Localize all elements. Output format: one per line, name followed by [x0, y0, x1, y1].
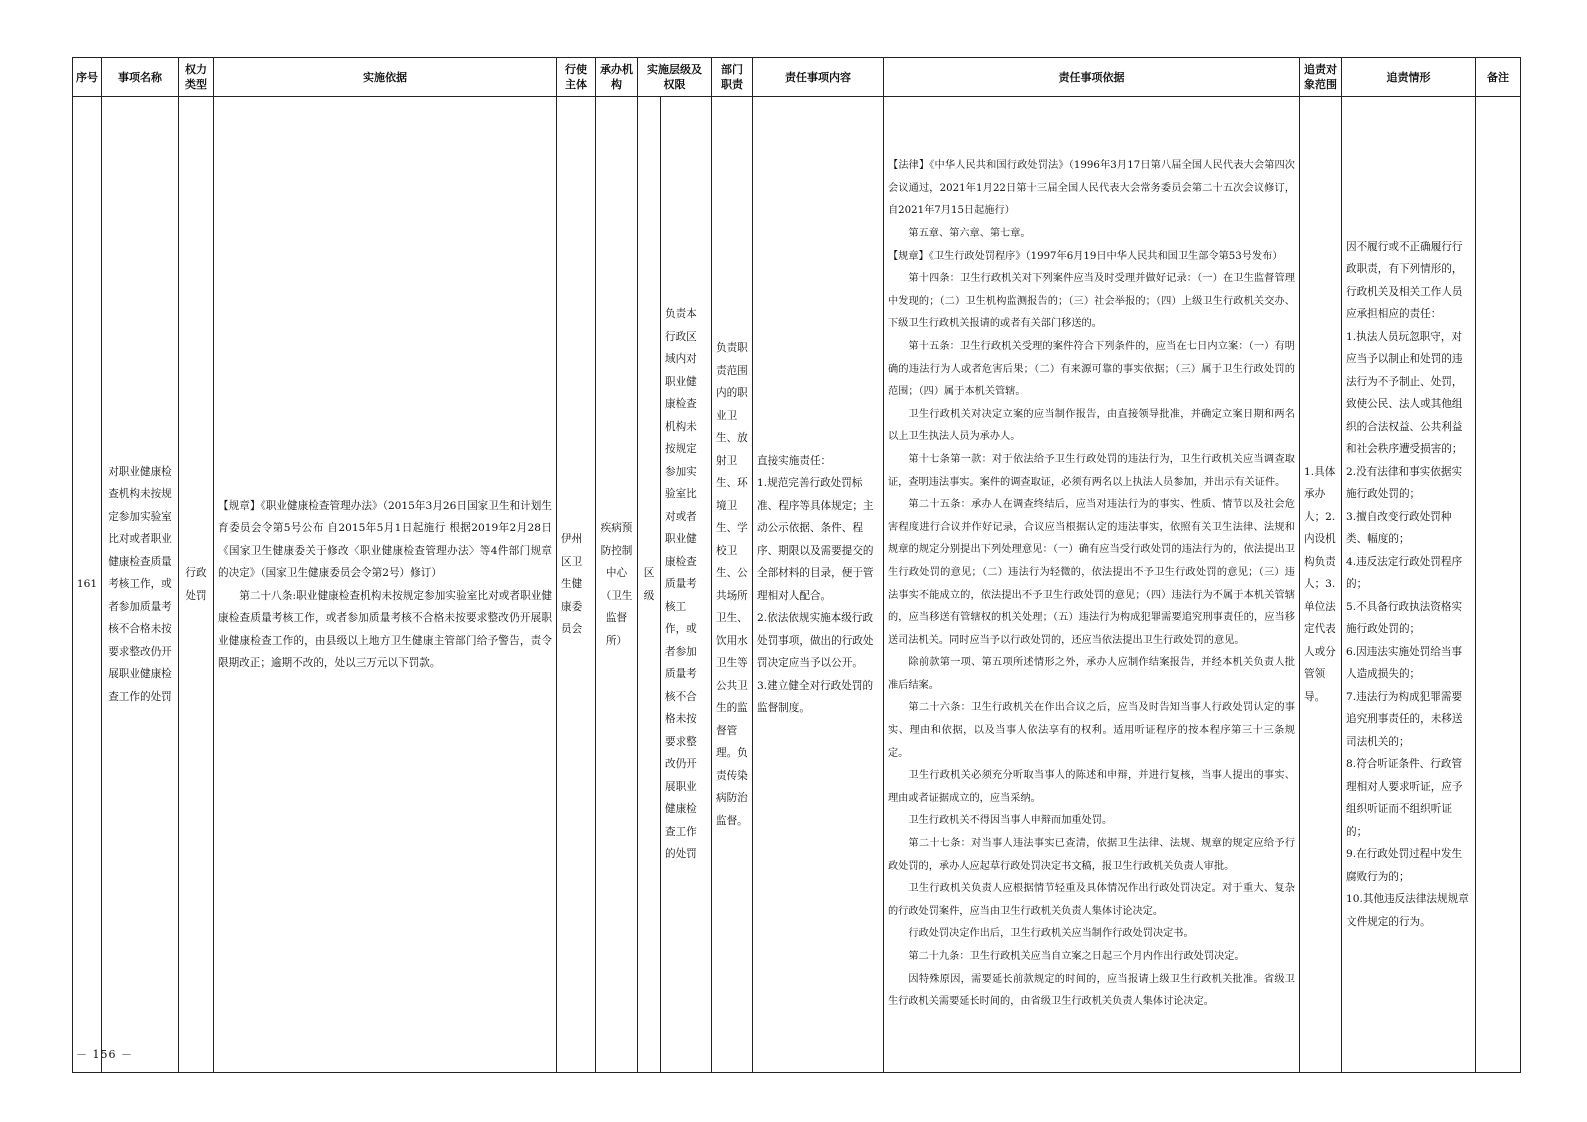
content-paragraph: 1.规范完善行政处罚标准、程序等具体规定；主动公示依据、条件、程序、期限以及需要提交的全部材料的目录，便于管理相对人配合。: [757, 477, 874, 602]
resp-basis-paragraph: 因特殊原因，需要延长前款规定的时间的，应当报请上级卫生行政机关批准。省级卫生行政机关需要延长时间的，由省级卫生行政机关负责人集体讨论决定。: [888, 973, 1295, 1008]
remark-cell: [1476, 97, 1521, 1073]
situation-paragraph: 10.其他违反法律法规规章文件规定的行为。: [1346, 893, 1469, 928]
header-org: 承办机构: [596, 58, 638, 97]
resp-basis-paragraph: 第五章、第六章、第七章。: [908, 228, 1031, 239]
situation-paragraph: 3.擅自改变行政处罚种类、幅度的；: [1346, 510, 1452, 546]
seq-cell: 161: [73, 97, 102, 1073]
header-scope: 追责对象范围: [1300, 58, 1342, 97]
resp-basis-paragraph: 行政处罚决定作出后，卫生行政机关应当制作行政处罚决定书。: [908, 928, 1194, 940]
content-cell: [753, 97, 884, 1073]
situation-paragraph: 9.在行政处罚过程中发生腐败行为的；: [1346, 848, 1463, 883]
header-basis: 实施依据: [214, 58, 557, 97]
resp-basis-paragraph: 除前款第一项、第五项所述情形之外，承办人应制作结案报告，并经本机关负责人批准后结案。: [888, 657, 1295, 691]
resp-basis-paragraph: 第十四条：卫生行政机关对下列案件应当及时受理并做好记录：（一）在卫生监督管理中发现的；（二）卫生机构监测报告的；（三）社会举报的；（四）上级卫生行政机关交办、下级卫生行政机关报请的或者有关部门移送的。: [888, 273, 1295, 330]
content-paragraph: 2.依法依规实施本级行政处罚事项，做出的行政处罚决定应当予以公开。: [757, 612, 874, 669]
situation-paragraph: 1.执法人员玩忽职守，对应当予以制止和处罚的违法行为不予制止、处罚，致使公民、法人或其他组织的合法权益、公共利益和社会秩序遭受损害的；: [1346, 330, 1463, 456]
header-seq: 序号: [73, 58, 102, 97]
situation-paragraph: 2.没有法律和事实依据实施行政处罚的；: [1346, 465, 1463, 501]
header-resp-basis: 责任事项依据: [884, 58, 1300, 97]
resp-basis-paragraph: 卫生行政机关负责人应根据情节轻重及具体情况作出行政处罚决定。对于重大、复杂的行政处罚案件，应当由卫生行政机关负责人集体讨论决定。: [888, 883, 1295, 917]
duty-cell: 负责职责范围内的职业卫生、放射卫生、环境卫生、学校卫生、公共场所卫生、饮用水卫生等公共卫生的监督管理。负责传染病防治监督。: [712, 97, 753, 1073]
header-type: 权力类型: [179, 58, 214, 97]
resp-basis-paragraph: 第二十五条：承办人在调查终结后，应当对违法行为的事实、性质、情节以及社会危害程度进行合议并作好记录，合议应当根据认定的违法事实，依照有关卫生法律、法规和规章的规定分别提出下列处理意见：（一）确有应当受行政处罚的违法行为的，依法提出卫生行政处罚的意见；（二）违法行为轻微的，依法提出不予卫生行政处罚的意见；（三）违法事实不能成立的，依法提出不予卫生行政处罚的意见；（四）违法行为不属于本机关管辖的，应当移送有管辖权的机关处理；（五）违法行为构成犯罪需要追究刑事责任的，应当移送司法机关。同时应当予以行政处罚的，还应当依法提出卫生行政处罚的意见。: [888, 499, 1295, 646]
item-name-cell: 对职业健康检查机构未按规定参加实验室比对或者职业健康检查质量考核工作，或者参加质量考核不合格未按要求整改仍开展职业健康检查工作的处罚: [102, 97, 179, 1073]
header-subject: 行使主体: [557, 58, 596, 97]
basis-paragraph: 第二十八条:职业健康检查机构未按规定参加实验室比对或者职业健康检查质量考核工作，或者参加质量考核不合格未按要求整改仍开展职业健康检查工作的，由县级以上地方卫生健康主管部门给予警告，责令限期改正；逾期不改的，处以三万元以下罚款。: [218, 589, 552, 669]
resp-basis-paragraph: 第十五条：卫生行政机关受理的案件符合下列条件的，应当在七日内立案：（一）有明确的违法行为人或者危害后果；（二）有来源可靠的事实依据；（三）属于卫生行政处罚的范围；（四）属于本机关管辖。: [888, 340, 1295, 398]
table-row: [73, 97, 1521, 1073]
basis-cell: [214, 97, 557, 1073]
resp-basis-paragraph: 卫生行政机关必须充分听取当事人的陈述和申辩，并进行复核，当事人提出的事实、理由或者证据成立的，应当采纳。: [888, 770, 1295, 804]
header-content: 责任事项内容: [753, 58, 884, 97]
header-situation: 追责情形: [1342, 58, 1476, 97]
resp-basis-paragraph: 【规章】《卫生行政处罚程序》（1997年6月19日中华人民共和国卫生部令第53号发布）: [888, 250, 1283, 262]
situation-paragraph: 7.违法行为构成犯罪需要追究刑事责任的，未移送司法机关的；: [1346, 690, 1463, 748]
header-duty: 部门职责: [712, 58, 753, 97]
situation-paragraph: 8.符合听证条件、行政管理相对人要求听证，应予组织听证而不组织听证的；: [1346, 758, 1463, 838]
situation-paragraph: 6.因违法实施处罚给当事人造成损失的；: [1346, 645, 1463, 681]
basis-paragraph: 【规章】《职业健康检查管理办法》（2015年3月26日国家卫生和计划生育委员会令第5号公布 自2015年5月1日起施行 根据2019年2月28日《国家卫生健康委关于修改〈职业健康检查管理办法〉等4件部门规章的决定》（国家卫生健康委员会令第2号）修订）: [218, 499, 552, 579]
resp-basis-paragraph: 第二十六条：卫生行政机关在作出合议之后，应当及时告知当事人行政处罚认定的事实、理由和依据，以及当事人依法享有的权利。适用听证程序的按本程序第三十三条规定。: [888, 702, 1295, 759]
power-type-cell: 行政处罚: [179, 97, 214, 1073]
header-level: 实施层级及权限: [638, 58, 712, 97]
level-cell: 区级: [638, 97, 661, 1073]
power-list-table: [72, 57, 1521, 1073]
situation-paragraph: 4.违反法定行政处罚程序的；: [1346, 555, 1463, 591]
resp-basis-paragraph: 【法律】《中华人民共和国行政处罚法》（1996年3月17日第八届全国人民代表大会第四次会议通过，2021年1月22日第十三届全国人民代表大会常务委员会第二十五次会议修订，自2021年7月15日起施行）: [888, 160, 1295, 217]
situation-paragraph: 因不履行或不正确履行行政职责，有下列情形的，行政机关及相关工作人员应承担相应的责任：: [1346, 240, 1463, 321]
resp-basis-paragraph: 第二十七条：对当事人违法事实已查清，依据卫生法律、法规、规章的规定应给予行政处罚的，承办人应起草行政处罚决定书文稿，报卫生行政机关负责人审批。: [888, 838, 1295, 872]
situation-cell: [1342, 97, 1476, 1073]
header-remark: 备注: [1476, 58, 1521, 97]
resp-basis-paragraph: 第二十九条：卫生行政机关应当自立案之日起三个月内作出行政处罚决定。: [908, 951, 1245, 962]
situation-paragraph: 5.不具备行政执法资格实施行政处罚的；: [1346, 600, 1463, 636]
header-row: [73, 58, 1521, 97]
content-paragraph: 直接实施责任：: [757, 454, 832, 467]
resp-basis-cell: [884, 97, 1300, 1073]
subject-cell: 伊州区卫生健康委员会: [557, 97, 596, 1073]
resp-basis-paragraph: 卫生行政机关对决定立案的应当制作报告，由直接领导批准，并确定立案日期和两名以上卫生执法人员为承办人。: [888, 408, 1295, 443]
authority-cell: 负责本行政区域内对职业健康检查机构未按规定参加实验室比对或者职业健康检查质量考核工作，或者参加质量考核不合格未按要求整改仍开展职业健康检查工作的处罚: [661, 97, 712, 1073]
org-cell: 疾病预防控制中心（卫生监督所）: [596, 97, 638, 1073]
scope-cell: 1.具体承办人；2.内设机构负责人；3.单位法定代表人或分管领导。: [1300, 97, 1342, 1073]
resp-basis-paragraph: 卫生行政机关不得因当事人申辩而加重处罚。: [908, 815, 1113, 827]
page-number: － 156 －: [76, 1048, 133, 1061]
content-paragraph: 3.建立健全对行政处罚的监督制度。: [757, 679, 874, 714]
resp-basis-paragraph: 第十七条第一款：对于依法给予卫生行政处罚的违法行为，卫生行政机关应当调查取证，查明违法事实。案件的调查取证，必须有两名以上执法人员参加，并出示有关证件。: [888, 453, 1295, 488]
header-name: 事项名称: [102, 58, 179, 97]
